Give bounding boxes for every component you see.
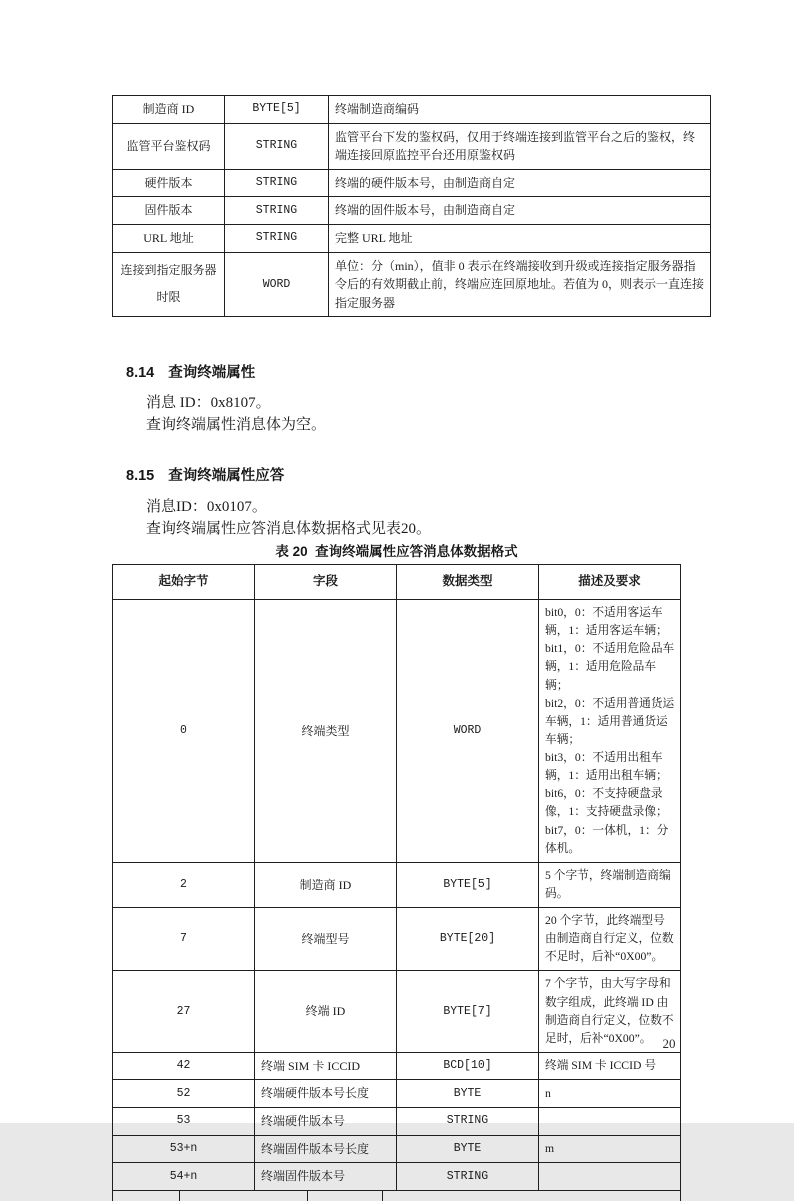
cell-data-type: STRING <box>397 1163 539 1191</box>
table-row <box>113 1080 681 1108</box>
description-line: bit1，0：不适用危险品车辆，1：适用危险品车辆； <box>545 642 675 692</box>
message-id-line-815: 消息ID：0x0107。 <box>146 499 267 515</box>
cell-field: 硬件版本 <box>113 169 225 197</box>
cell-description: 完整 URL 地址 <box>329 224 711 252</box>
description-line: 20 个字节，此终端型号由制造商自行定义，位数不足时，后补“0X00”。 <box>545 914 674 964</box>
cell-start-byte: 52 <box>113 1080 255 1108</box>
table-row <box>113 971 681 1053</box>
column-header: 数据类型 <box>397 565 539 600</box>
table-continuation-stubs <box>112 1191 681 1201</box>
cell-field: 终端类型 <box>255 600 397 863</box>
message-body-line-814: 查询终端属性消息体为空。 <box>146 417 327 433</box>
cell-start-byte: 7 <box>113 908 255 971</box>
cell-description <box>539 862 681 907</box>
table-20-head <box>113 565 681 600</box>
cell-field: 连接到指定服务器时限 <box>113 252 225 317</box>
table-row <box>113 197 711 225</box>
table-20-caption: 表 20 查询终端属性应答消息体数据格式 <box>275 544 518 559</box>
table-row <box>113 1135 681 1163</box>
section-title: 查询终端属性 <box>168 365 256 381</box>
cell-field: 终端硬件版本号 <box>255 1108 397 1136</box>
cell-data-type: WORD <box>397 600 539 863</box>
cell-data-type: STRING <box>225 197 329 225</box>
table-border-stub <box>179 1191 180 1201</box>
cell-data-type: BCD[10] <box>397 1052 539 1080</box>
table-row <box>113 600 681 863</box>
cell-data-type: BYTE[20] <box>397 908 539 971</box>
column-header: 起始字节 <box>113 565 255 600</box>
table-20-container <box>112 564 681 1201</box>
table-row <box>113 96 711 124</box>
cell-data-type: STRING <box>225 123 329 169</box>
cell-data-type: BYTE[5] <box>397 862 539 907</box>
cell-data-type: STRING <box>397 1108 539 1136</box>
cell-description <box>539 1108 681 1136</box>
table-row <box>113 862 681 907</box>
terminal-params-table-body <box>113 96 711 317</box>
cell-data-type: STRING <box>225 224 329 252</box>
cell-start-byte: 53 <box>113 1108 255 1136</box>
table-border-stub <box>307 1191 308 1201</box>
cell-field: 终端 SIM 卡 ICCID <box>255 1052 397 1080</box>
table-row <box>113 169 711 197</box>
description-line: 7 个字节，由大写字母和数字组成，此终端 ID 由制造商自行定义，位数不足时，后补“0X00”。 <box>545 977 674 1045</box>
cell-data-type: STRING <box>225 169 329 197</box>
cell-field: 终端硬件版本号长度 <box>255 1080 397 1108</box>
table-row <box>113 908 681 971</box>
cell-description <box>539 600 681 863</box>
cell-description <box>539 908 681 971</box>
table-border-stub <box>112 1191 113 1201</box>
cell-start-byte: 0 <box>113 600 255 863</box>
cell-field: 制造商 ID <box>113 96 225 124</box>
section-number: 8.14 <box>126 365 155 381</box>
section-8-14-heading <box>126 361 255 382</box>
cell-field: 终端固件版本号长度 <box>255 1135 397 1163</box>
cell-data-type: BYTE[7] <box>397 971 539 1053</box>
cell-start-byte: 27 <box>113 971 255 1053</box>
description-line: bit2，0：不适用普通货运车辆，1：适用普通货运车辆； <box>545 696 675 746</box>
table-row <box>113 1108 681 1136</box>
table-row <box>113 1163 681 1191</box>
cell-start-byte: 54+n <box>113 1163 255 1191</box>
message-id-line-814: 消息 ID：0x8107。 <box>146 395 271 411</box>
cell-description <box>539 1163 681 1191</box>
cell-field: 终端型号 <box>255 908 397 971</box>
cell-description: 监管平台下发的鉴权码，仅用于终端连接到监管平台之后的鉴权，终端连接回原监控平台还用原鉴权码 <box>329 123 711 169</box>
table-row <box>113 123 711 169</box>
cell-start-byte: 2 <box>113 862 255 907</box>
table-20-body <box>113 600 681 1191</box>
table-header-row <box>113 565 681 600</box>
table-row <box>113 1052 681 1080</box>
cell-field: 监管平台鉴权码 <box>113 123 225 169</box>
table-border-stub <box>680 1191 681 1201</box>
description-line: m <box>545 1141 555 1155</box>
section-number: 8.15 <box>126 468 155 484</box>
cell-field: 终端固件版本号 <box>255 1163 397 1191</box>
table-row <box>113 252 711 317</box>
cell-start-byte: 42 <box>113 1052 255 1080</box>
column-header: 字段 <box>255 565 397 600</box>
table-border-stub <box>382 1191 383 1201</box>
cell-description <box>539 1080 681 1108</box>
cell-description: 终端的硬件版本号，由制造商自定 <box>329 169 711 197</box>
section-8-15-heading <box>126 464 284 485</box>
cell-start-byte: 53+n <box>113 1135 255 1163</box>
cell-description: 单位：分（min），值非 0 表示在终端接收到升级或连接指定服务器指令后的有效期截止前，终端应连回原地址。若值为 0，则表示一直连接指定服务器 <box>329 252 711 317</box>
cell-description: 终端的固件版本号，由制造商自定 <box>329 197 711 225</box>
cell-description: 终端制造商编码 <box>329 96 711 124</box>
table-row <box>113 224 711 252</box>
cell-data-type: BYTE <box>397 1080 539 1108</box>
description-line: bit7，0：一体机，1：分体机。 <box>545 823 669 855</box>
cell-description <box>539 1135 681 1163</box>
cell-field: URL 地址 <box>113 224 225 252</box>
column-header: 描述及要求 <box>539 565 681 600</box>
cell-field: 制造商 ID <box>255 862 397 907</box>
description-line: bit0，0：不适用客运车辆，1：适用客运车辆； <box>545 606 668 638</box>
table-reference-line-815: 查询终端属性应答消息体数据格式见表20。 <box>146 521 432 537</box>
cell-field: 终端 ID <box>255 971 397 1053</box>
description-line: bit6，0：不支持硬盘录像，1：支持硬盘录像； <box>545 787 668 819</box>
cell-description <box>539 1052 681 1080</box>
cell-field: 固件版本 <box>113 197 225 225</box>
section-title: 查询终端属性应答 <box>168 468 285 484</box>
description-line: bit3，0：不适用出租车辆，1：适用出租车辆； <box>545 751 668 783</box>
terminal-params-table <box>112 95 711 317</box>
description-line: n <box>545 1086 551 1100</box>
cell-data-type: WORD <box>225 252 329 317</box>
description-line: 终端 SIM 卡 ICCID 号 <box>545 1059 657 1073</box>
table-20 <box>112 564 681 1191</box>
page-number: 20 <box>662 1036 676 1051</box>
cell-data-type: BYTE[5] <box>225 96 329 124</box>
description-line: 5 个字节，终端制造商编码。 <box>545 868 671 900</box>
cell-data-type: BYTE <box>397 1135 539 1163</box>
